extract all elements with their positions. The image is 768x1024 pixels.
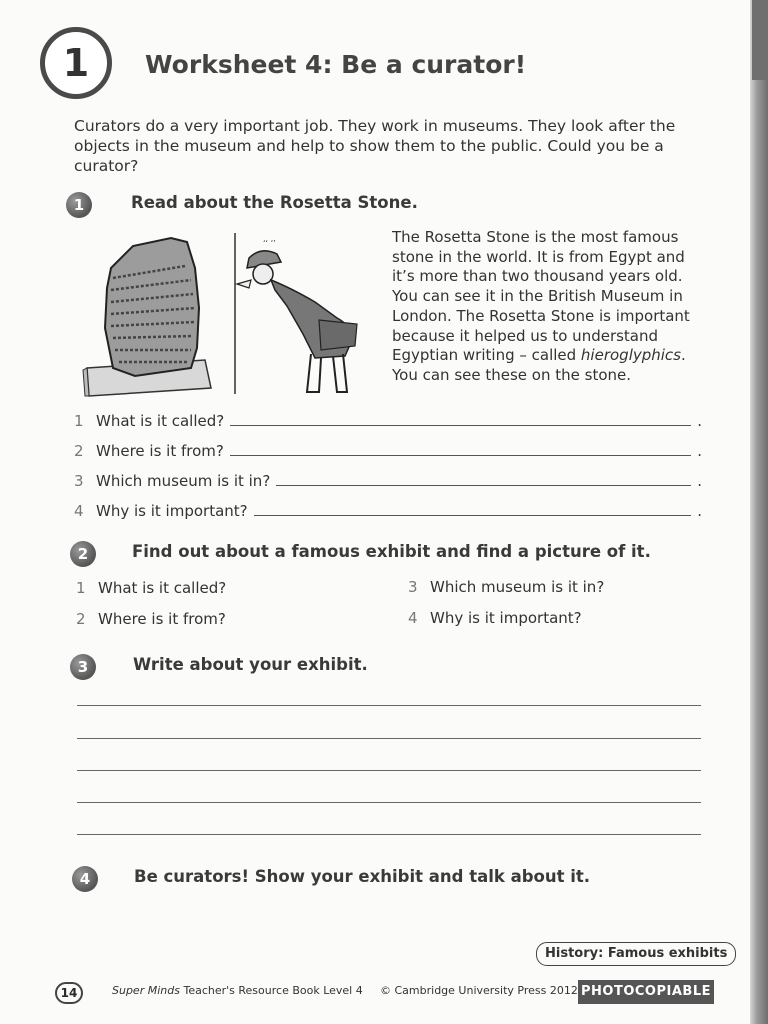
intro-paragraph: Curators do a very important job. They work in museums. They look after the objects in the museum and help to show them to the public. Could you be a curator? bbox=[74, 117, 676, 175]
section-3-heading: Write about your exhibit. bbox=[133, 655, 368, 674]
page-edge-band bbox=[752, 0, 768, 80]
section-4-heading: Be curators! Show your exhibit and talk about it. bbox=[134, 867, 591, 886]
svg-text:ʻʻ ʼʼ: ʻʻ ʼʼ bbox=[263, 239, 276, 248]
page-title: Worksheet 4: Be a curator! bbox=[145, 50, 527, 79]
section-4-badge: 4 bbox=[72, 866, 98, 892]
answer-line-1[interactable] bbox=[230, 425, 691, 426]
question-1-row: 1 What is it called? . bbox=[74, 412, 702, 430]
unit-number-badge: 1 bbox=[40, 27, 112, 99]
photocopiable-label: PHOTOCOPIABLE bbox=[578, 980, 714, 1004]
exhibit-question-3: 3 Which museum is it in? bbox=[408, 578, 605, 596]
writing-line-2[interactable] bbox=[77, 738, 701, 739]
exhibit-question-1: 1 What is it called? bbox=[76, 579, 227, 597]
exhibit-question-4: 4 Why is it important? bbox=[408, 609, 582, 627]
section-2-heading: Find out about a famous exhibit and find a picture of it. bbox=[132, 542, 651, 561]
answer-line-4[interactable] bbox=[254, 515, 692, 516]
exhibit-question-2: 2 Where is it from? bbox=[76, 610, 226, 628]
page-number: 14 bbox=[55, 982, 83, 1004]
answer-line-2[interactable] bbox=[230, 455, 691, 456]
topic-tag: History: Famous exhibits bbox=[536, 942, 736, 966]
page-edge-shadow bbox=[750, 0, 768, 1024]
answer-line-3[interactable] bbox=[276, 485, 691, 486]
question-4-row: 4 Why is it important? . bbox=[74, 502, 702, 520]
section-2-badge: 2 bbox=[70, 541, 96, 567]
writing-line-1[interactable] bbox=[77, 705, 701, 706]
writing-line-3[interactable] bbox=[77, 770, 701, 771]
section-3-badge: 3 bbox=[70, 654, 96, 680]
question-3-row: 3 Which museum is it in? . bbox=[74, 472, 702, 490]
rosetta-stone-text: The Rosetta Stone is the most famous stone in the world. It is from Egypt and it’s more than two thousand years old. You can see it in the British Museum in London. The Rosetta Stone is important because it helped us to understand Egyptian writing – called hieroglyphics. You can see these on the stone. bbox=[392, 228, 690, 384]
section-1-badge: 1 bbox=[66, 192, 92, 218]
question-2-row: 2 Where is it from? . bbox=[74, 442, 702, 460]
writing-line-4[interactable] bbox=[77, 802, 701, 803]
rosetta-stone-illustration bbox=[75, 228, 365, 398]
writing-line-5[interactable] bbox=[77, 834, 701, 835]
copyright: © Cambridge University Press 2012 bbox=[380, 984, 578, 997]
book-title: Super Minds Teacher's Resource Book Level 4 bbox=[112, 984, 363, 997]
section-1-heading: Read about the Rosetta Stone. bbox=[131, 193, 418, 212]
